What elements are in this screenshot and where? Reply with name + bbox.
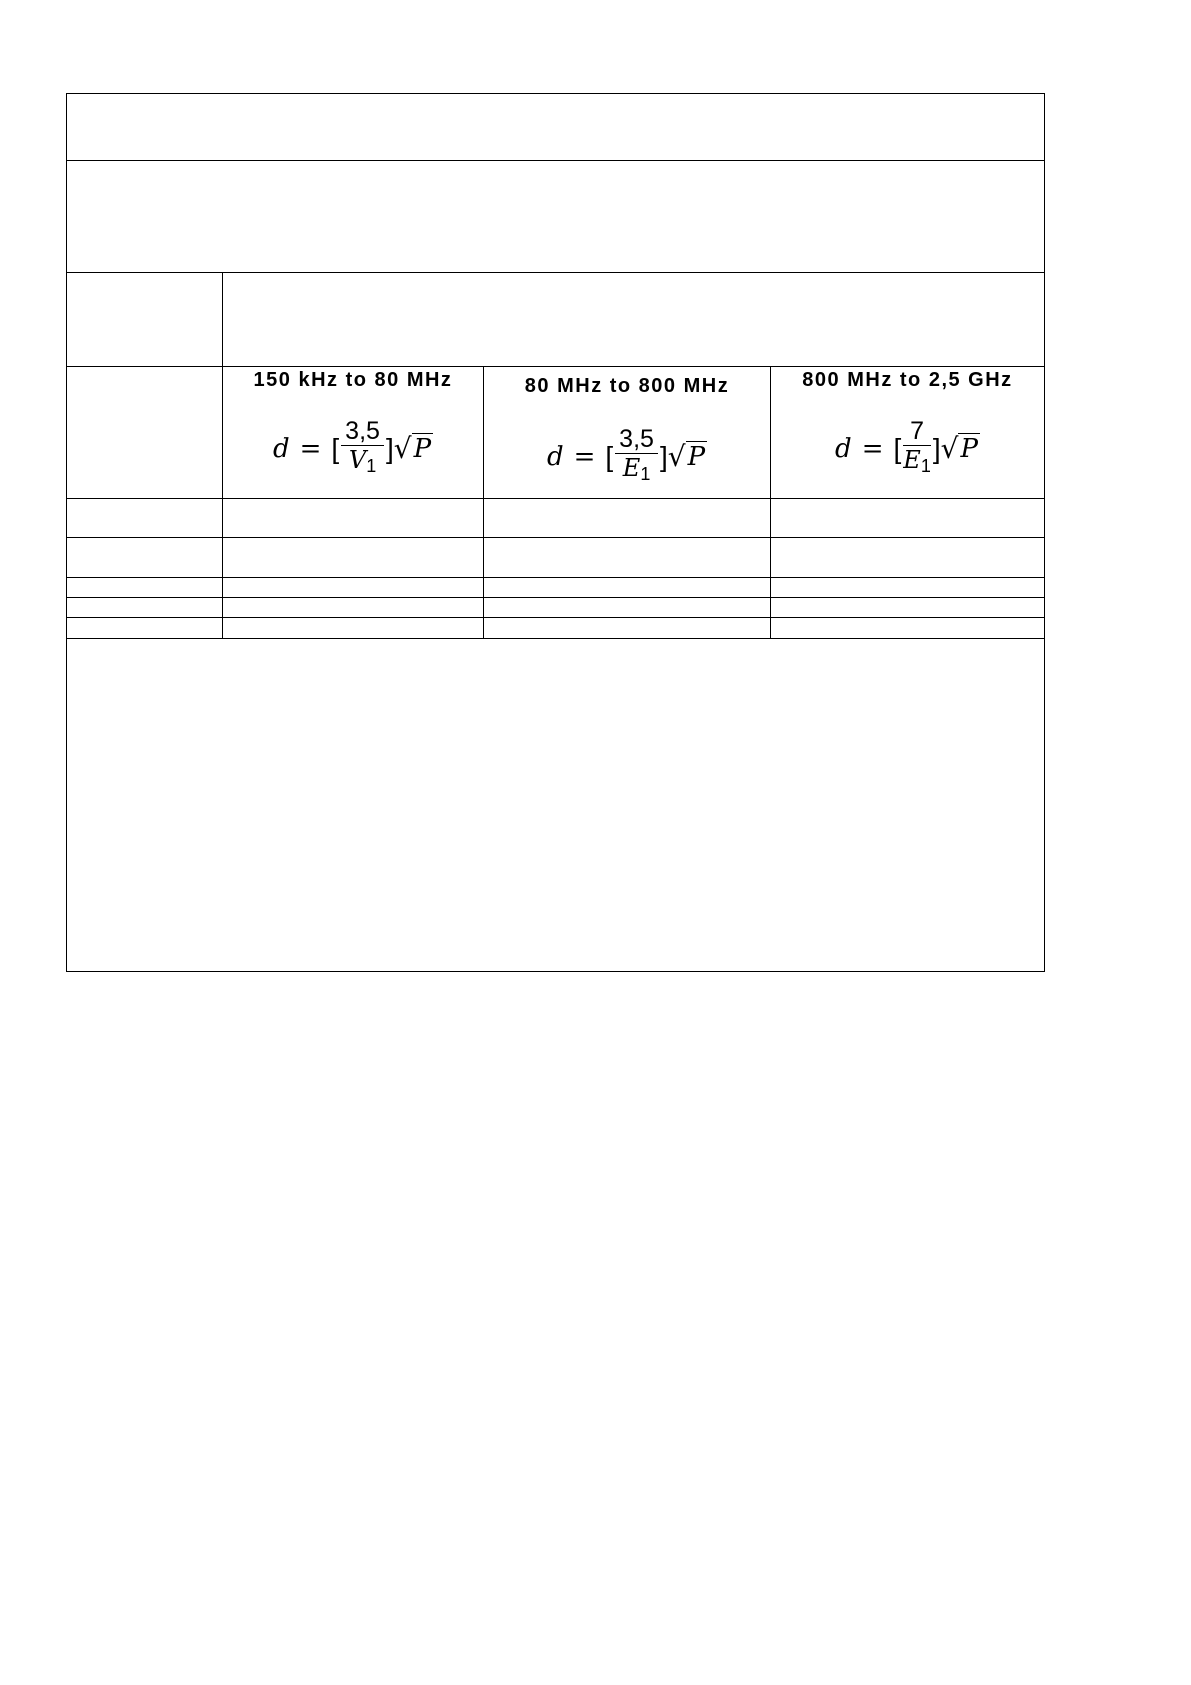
table-row-4-col3 [770, 597, 1045, 618]
notes-cell [66, 638, 1045, 972]
table-row-2-col3 [770, 537, 1045, 578]
fraction-denominator [349, 446, 376, 480]
formula-lhs: d [835, 433, 852, 464]
fraction-numerator: 7 [910, 417, 924, 445]
header-label-cell [66, 272, 223, 367]
square-root [668, 441, 707, 472]
formula-lhs: d [546, 441, 564, 472]
range-header: 800 MHz to 2,5 GHz [802, 369, 1013, 391]
fraction-denominator [623, 454, 651, 488]
fraction [615, 425, 658, 488]
range-header: 80 MHz to 800 MHz [524, 375, 730, 397]
table-row-1-col2 [483, 498, 771, 538]
formula-cell-col1 [222, 366, 484, 499]
table-row-1-col3 [770, 498, 1045, 538]
square-root [394, 433, 433, 464]
table-row-3-label [66, 577, 223, 598]
denominator-symbol: E [622, 454, 641, 482]
header-spanning-cell [222, 272, 1045, 367]
radicand: P [687, 442, 706, 472]
table-row-1-label [66, 498, 223, 538]
table-row-3-col1 [222, 577, 484, 598]
table-row-4-col2 [483, 597, 771, 618]
close-bracket: ] [659, 440, 668, 472]
table-row-3-col2 [483, 577, 771, 598]
table-row-4-label [66, 597, 223, 618]
close-bracket: ] [385, 432, 394, 464]
intro-row [66, 160, 1045, 273]
fraction [903, 417, 931, 480]
open-bracket: [ [893, 432, 902, 464]
title-row [66, 93, 1045, 161]
fraction [341, 417, 384, 480]
table-row-2-col1 [222, 537, 484, 578]
formula-lhs: d [272, 433, 290, 464]
distance-formula [223, 417, 483, 480]
denominator-subscript: 1 [640, 464, 651, 484]
radicand: P [413, 434, 432, 464]
denominator-symbol: V [348, 446, 367, 474]
table-row-4-col1 [222, 597, 484, 618]
fraction-denominator [903, 446, 931, 480]
radical-sign: √ [667, 440, 686, 473]
square-root [941, 433, 980, 464]
fraction-numerator: 3,5 [345, 417, 380, 445]
table-row-5-label [66, 617, 223, 639]
distance-formula [484, 425, 770, 488]
table-row-5-col1 [222, 617, 484, 639]
denominator-symbol: E [903, 446, 921, 474]
radical-sign: √ [393, 432, 412, 465]
denominator-subscript: 1 [366, 456, 377, 476]
radical-sign: √ [940, 432, 959, 465]
formula-equals: = [861, 433, 884, 464]
table-row-3-col3 [770, 577, 1045, 598]
table-row-2-label [66, 537, 223, 578]
formula-equals: = [573, 441, 596, 472]
formula-cell-col3 [770, 366, 1045, 499]
range-header: 150 kHz to 80 MHz [253, 369, 453, 391]
formula-equals: = [299, 433, 322, 464]
open-bracket: [ [331, 432, 340, 464]
radicand: P [960, 434, 978, 464]
table-row-2-col2 [483, 537, 771, 578]
formula-row-label-cell [66, 366, 223, 499]
table-row-5-col3 [770, 617, 1045, 639]
formula-cell-col2 [483, 366, 771, 499]
open-bracket: [ [605, 440, 614, 472]
table-row-5-col2 [483, 617, 771, 639]
denominator-subscript: 1 [920, 456, 931, 476]
table-row-1-col1 [222, 498, 484, 538]
fraction-numerator: 3,5 [619, 425, 654, 453]
close-bracket: ] [932, 432, 941, 464]
distance-formula [771, 417, 1044, 480]
